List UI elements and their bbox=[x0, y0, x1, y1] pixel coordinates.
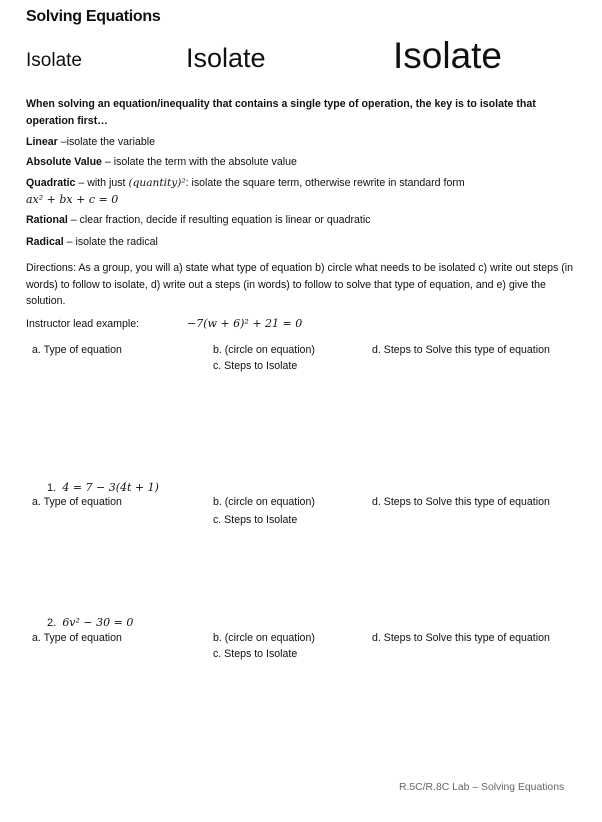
example-solve-label: d. Steps to Solve this type of equation bbox=[372, 344, 550, 356]
standard-form-equation: ax² + bx + c = 0 bbox=[26, 193, 119, 206]
problem-2-type-label: a. Type of equation bbox=[32, 632, 122, 644]
isolate-word-large: Isolate bbox=[393, 35, 503, 76]
isolate-word-small: Isolate bbox=[26, 50, 82, 71]
example-isolate-label: c. Steps to Isolate bbox=[213, 360, 298, 372]
rule-linear-text: –isolate the variable bbox=[57, 136, 155, 148]
rule-linear-label: Linear bbox=[26, 136, 58, 148]
rule-quadratic-text-2: : isolate the square term, otherwise rewrite in standard form bbox=[185, 177, 465, 189]
rule-quadratic-math: (quantity)² bbox=[128, 177, 186, 189]
rule-rational-text: – clear fraction, decide if resulting equation is linear or quadratic bbox=[67, 214, 371, 226]
problem-1-solve-label: d. Steps to Solve this type of equation bbox=[372, 496, 550, 508]
rule-radical-label: Radical bbox=[26, 236, 64, 248]
example-equation: −7(w + 6)² + 21 = 0 bbox=[187, 317, 303, 330]
problem-2-solve-label: d. Steps to Solve this type of equation bbox=[372, 632, 550, 644]
example-type-label: a. Type of equation bbox=[32, 344, 122, 356]
problem-2-number: 2. bbox=[47, 617, 57, 629]
directions-text: Directions: As a group, you will a) state what type of equation b) circle what needs to be isolated c) write out steps (in words) to follow to isolate, d) write out a steps (in words) to follow to solve that type of equation, and e) give the solution. bbox=[26, 262, 574, 307]
rule-absolute-label: Absolute Value bbox=[26, 156, 102, 168]
rule-quadratic-label: Quadratic bbox=[26, 177, 76, 189]
problem-1-number: 1. bbox=[47, 482, 57, 494]
rule-rational bbox=[26, 214, 370, 226]
rule-radical bbox=[26, 236, 158, 248]
rule-linear bbox=[26, 136, 155, 148]
problem-1 bbox=[47, 481, 159, 494]
intro-text: When solving an equation/inequality that contains a single type of operation, the key is to isolate that operation first… bbox=[26, 98, 536, 127]
problem-2-circle-label: b. (circle on equation) bbox=[213, 632, 315, 644]
rule-radical-text: – isolate the radical bbox=[63, 236, 158, 248]
isolate-word-medium: Isolate bbox=[186, 43, 266, 73]
rule-quadratic-text-1: – with just bbox=[75, 177, 129, 189]
rule-absolute-text: – isolate the term with the absolute value bbox=[101, 156, 297, 168]
rule-absolute-value bbox=[26, 156, 297, 168]
example-circle-label: b. (circle on equation) bbox=[213, 344, 315, 356]
problem-2-isolate-label: c. Steps to Isolate bbox=[213, 648, 298, 660]
problem-1-type-label: a. Type of equation bbox=[32, 496, 122, 508]
problem-1-isolate-label: c. Steps to Isolate bbox=[213, 514, 298, 526]
page-title: Solving Equations bbox=[26, 8, 161, 25]
page-footer: R.5C/R.8C Lab – Solving Equations bbox=[399, 782, 565, 793]
problem-2 bbox=[47, 616, 133, 629]
problem-1-circle-label: b. (circle on equation) bbox=[213, 496, 315, 508]
problem-2-equation: 6v² − 30 = 0 bbox=[62, 616, 134, 629]
rule-quadratic bbox=[26, 177, 465, 189]
rule-rational-label: Rational bbox=[26, 214, 68, 226]
example-label: Instructor lead example: bbox=[26, 318, 140, 330]
problem-1-equation: 4 = 7 − 3(4t + 1) bbox=[62, 481, 159, 494]
